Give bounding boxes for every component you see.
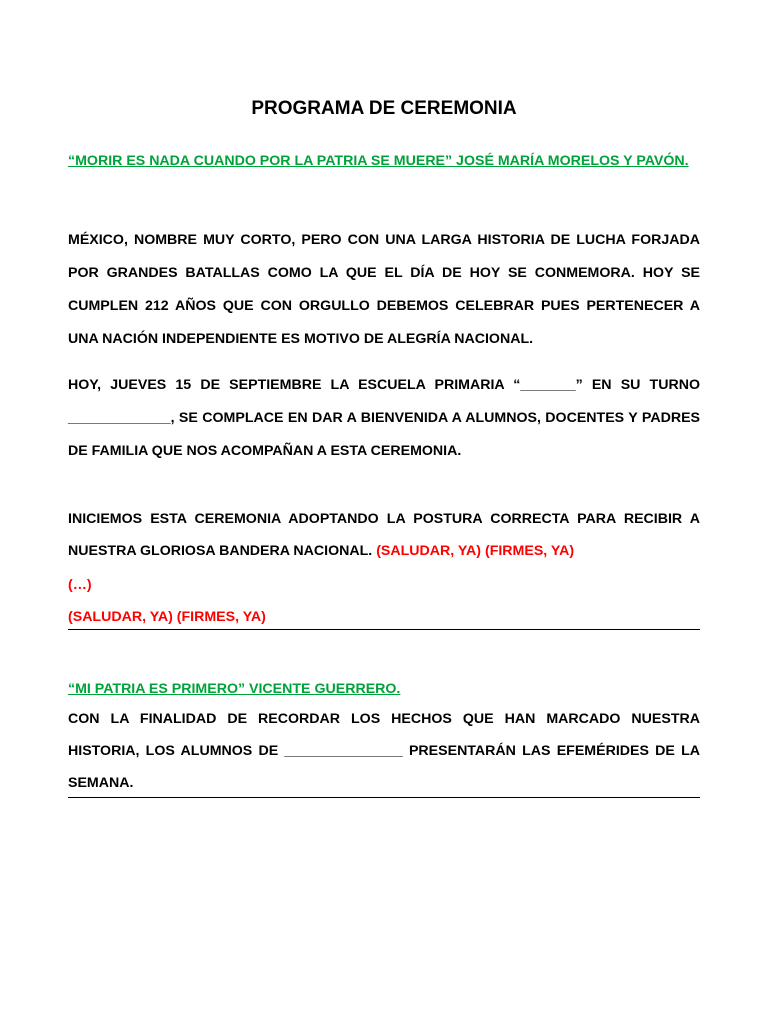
intro-paragraph: MÉXICO, NOMBRE MUY CORTO, PERO CON UNA LARGA HISTORIA DE LUCHA FORJADA POR GRANDES BATALLAS COMO LA QUE EL DÍA DE HOY SE CONMEMORA. HOY SE CUMPLEN 212 AÑOS QUE CON ORGULLO DEBEMOS CELEBRAR PUES PERTENECER A UNA NACIÓN INDEPENDIENTE ES MOTIVO DE ALEGRÍA NACIONAL. xyxy=(68,232,700,347)
welcome-paragraph: HOY, JUEVES 15 DE SEPTIEMBRE LA ESCUELA PRIMARIA “_______” EN SU TURNO _____________, SE COMPLACE EN DAR A BIENVENIDA A ALUMNOS, DOCENTES Y PADRES DE FAMILIA QUE NOS ACOMPAÑAN A ESTA CEREMONIA. xyxy=(68,377,700,459)
quote-morelos-text: “MORIR ES NADA CUANDO POR LA PATRIA SE MUERE” JOSÉ MARÍA MORELOS Y PAVÓN. xyxy=(68,153,689,169)
ellipsis-line: (…) xyxy=(68,577,92,593)
quote-guerrero xyxy=(68,673,700,705)
efemerides-paragraph: CON LA FINALIDAD DE RECORDAR LOS HECHOS QUE HAN MARCADO NUESTRA HISTORIA, LOS ALUMNOS DE _______________ PRESENTARÁN LAS EFEMÉRIDES DE LA SEMANA. xyxy=(68,711,700,791)
section-divider xyxy=(68,629,700,630)
commands-repeat: (SALUDAR, YA) (FIRMES, YA) xyxy=(68,609,266,625)
flag-paragraph xyxy=(68,503,700,567)
page-title: PROGRAMA DE CEREMONIA xyxy=(251,98,517,119)
flag-commands: (SALUDAR, YA) (FIRMES, YA) xyxy=(376,543,575,559)
quote-morelos xyxy=(68,145,700,178)
section-divider-bottom xyxy=(68,797,700,798)
quote-guerrero-text: “MI PATRIA ES PRIMERO” VICENTE GUERRERO. xyxy=(68,681,401,697)
flag-text: INICIEMOS ESTA CEREMONIA ADOPTANDO LA POSTURA CORRECTA PARA RECIBIR A NUESTRA GLORIOSA BANDERA NACIONAL. xyxy=(68,511,700,559)
